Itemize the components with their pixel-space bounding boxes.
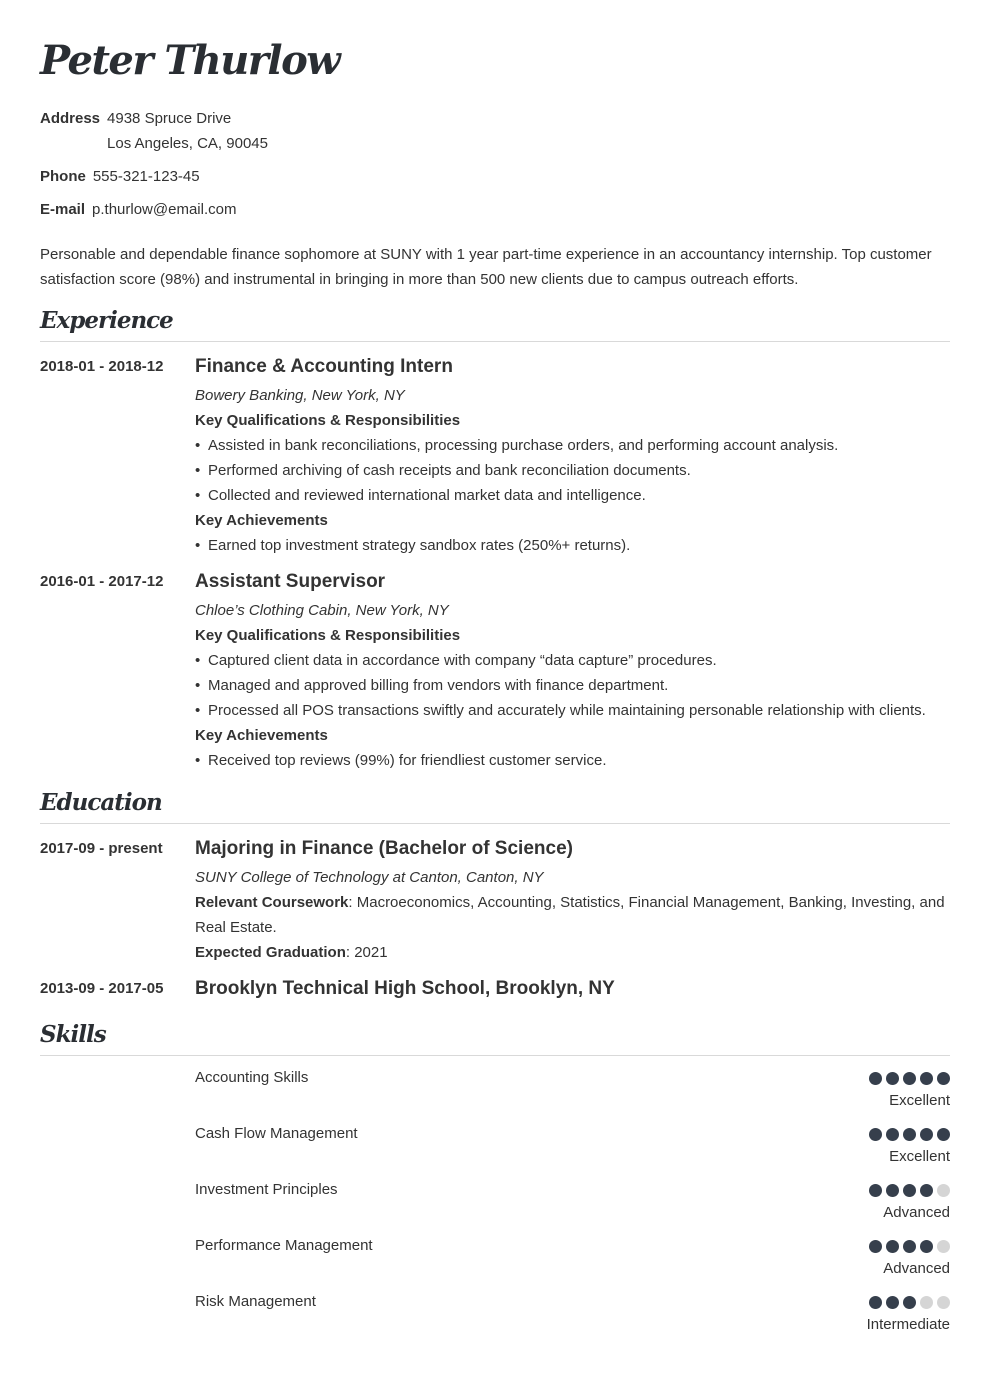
entry-dates: 2016-01 - 2017-12	[40, 573, 164, 590]
skill-name: Investment Principles	[195, 1181, 338, 1198]
rating-dot-filled	[903, 1240, 916, 1253]
skill-name: Cash Flow Management	[195, 1125, 358, 1142]
rating-dot-filled	[869, 1128, 882, 1141]
bullet-item: • Managed and approved billing from vendors with finance department.	[195, 677, 669, 694]
skill-row	[195, 1236, 950, 1292]
skill-rating	[869, 1128, 950, 1141]
skill-name: Performance Management	[195, 1237, 373, 1254]
candidate-name: Peter Thurlow	[40, 37, 340, 84]
entry-dates: 2017-09 - present	[40, 840, 163, 857]
section-divider	[40, 823, 950, 824]
responsibilities-heading: Key Qualifications & Responsibilities	[195, 412, 461, 429]
section-title-skills: Skills	[40, 1021, 106, 1048]
expected-graduation: Expected Graduation: 2021	[195, 944, 388, 961]
rating-dot-filled	[903, 1184, 916, 1197]
job-title: Finance & Accounting Intern	[195, 356, 453, 377]
rating-dot-filled	[886, 1184, 899, 1197]
entry-dates: 2013-09 - 2017-05	[40, 980, 164, 997]
rating-dot-filled	[869, 1296, 882, 1309]
rating-dot-empty	[920, 1296, 933, 1309]
responsibilities-heading: Key Qualifications & Responsibilities	[195, 627, 461, 644]
skill-rating	[869, 1296, 950, 1309]
rating-dot-filled	[937, 1072, 950, 1085]
skill-level: Intermediate	[866, 1316, 950, 1333]
email-value: p.thurlow@email.com	[92, 201, 237, 218]
school-title: Brooklyn Technical High School, Brooklyn, NY	[195, 978, 615, 999]
employer: Chloe’s Clothing Cabin, New York, NY	[195, 602, 449, 619]
summary: Personable and dependable finance sophomore at SUNY with 1 year part-time experience in an accountancy internship. Top customer satisfaction score (98%) and instrumental in bringing in more than 500 new clients due to campus outreach efforts.	[40, 246, 932, 288]
rating-dot-empty	[937, 1296, 950, 1309]
rating-dot-filled	[903, 1296, 916, 1309]
address-label: Address	[40, 110, 101, 127]
email-label: E-mail	[40, 201, 86, 218]
achievements-heading: Key Achievements	[195, 727, 328, 744]
skill-rating	[869, 1072, 950, 1085]
skill-name: Risk Management	[195, 1293, 316, 1310]
degree-title: Majoring in Finance (Bachelor of Science)	[195, 838, 573, 859]
rating-dot-empty	[937, 1184, 950, 1197]
phone-value: 555-321-123-45	[92, 168, 200, 185]
section-divider	[40, 1055, 950, 1056]
rating-dot-filled	[920, 1240, 933, 1253]
rating-dot-filled	[920, 1184, 933, 1197]
skill-row	[195, 1292, 950, 1348]
coursework: Relevant Coursework: Macroeconomics, Accounting, Statistics, Financial Management, Banking, Investing, and Real Estate.	[195, 894, 945, 936]
rating-dot-empty	[937, 1240, 950, 1253]
section-title-education: Education	[40, 789, 162, 816]
rating-dot-filled	[886, 1296, 899, 1309]
bullet-item: • Captured client data in accordance with company “data capture” procedures.	[195, 652, 717, 669]
address-line-2: Los Angeles, CA, 90045	[107, 135, 268, 152]
job-title: Assistant Supervisor	[195, 571, 386, 592]
phone-label: Phone	[40, 168, 86, 185]
skill-row	[195, 1180, 950, 1236]
rating-dot-filled	[886, 1128, 899, 1141]
skill-row	[195, 1124, 950, 1180]
school: SUNY College of Technology at Canton, Canton, NY	[195, 869, 544, 886]
rating-dot-filled	[869, 1072, 882, 1085]
address-row	[40, 106, 268, 156]
skill-name: Accounting Skills	[195, 1069, 309, 1086]
skill-level: Excellent	[889, 1148, 950, 1165]
rating-dot-filled	[886, 1240, 899, 1253]
rating-dot-filled	[903, 1072, 916, 1085]
skill-rating	[869, 1184, 950, 1197]
bullet-item: • Collected and reviewed international market data and intelligence.	[195, 487, 646, 504]
skill-level: Advanced	[883, 1260, 950, 1277]
achievements-heading: Key Achievements	[195, 512, 328, 529]
entry-dates: 2018-01 - 2018-12	[40, 358, 164, 375]
phone-row	[40, 164, 200, 189]
rating-dot-filled	[869, 1240, 882, 1253]
section-divider	[40, 341, 950, 342]
rating-dot-filled	[920, 1072, 933, 1085]
rating-dot-filled	[903, 1128, 916, 1141]
employer: Bowery Banking, New York, NY	[195, 387, 405, 404]
rating-dot-filled	[869, 1184, 882, 1197]
rating-dot-filled	[920, 1128, 933, 1141]
bullet-item: • Performed archiving of cash receipts and bank reconciliation documents.	[195, 462, 691, 479]
skill-level: Excellent	[889, 1092, 950, 1109]
skill-rating	[869, 1240, 950, 1253]
skill-row	[195, 1068, 950, 1124]
email-row	[40, 197, 236, 222]
section-title-experience: Experience	[40, 307, 173, 334]
bullet-item: • Assisted in bank reconciliations, processing purchase orders, and performing account analysis.	[195, 437, 839, 454]
bullet-item: • Processed all POS transactions swiftly and accurately while maintaining personable relationship with clients.	[195, 702, 926, 719]
address-line-1: 4938 Spruce Drive	[107, 110, 232, 127]
bullet-item: • Earned top investment strategy sandbox rates (250%+ returns).	[195, 537, 631, 554]
skill-level: Advanced	[883, 1204, 950, 1221]
bullet-item: • Received top reviews (99%) for friendliest customer service.	[195, 752, 607, 769]
rating-dot-filled	[937, 1128, 950, 1141]
rating-dot-filled	[886, 1072, 899, 1085]
